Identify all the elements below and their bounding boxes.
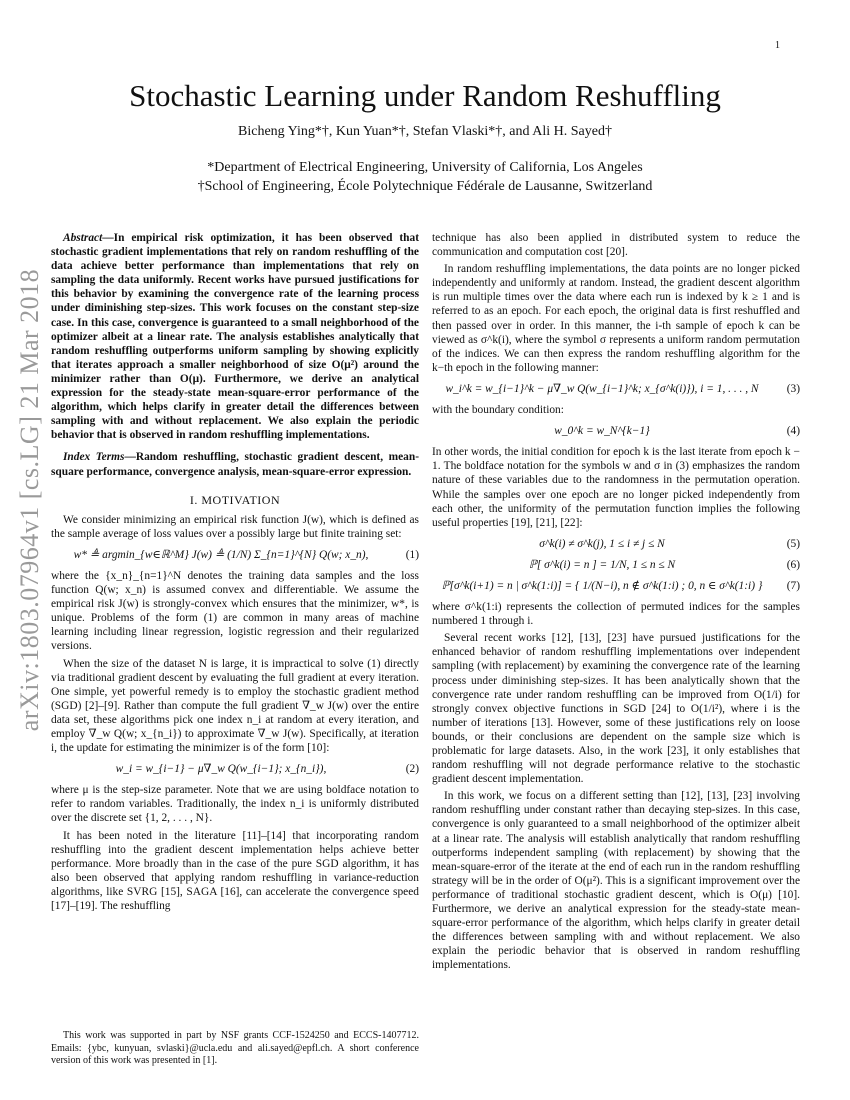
- page-number: 1: [775, 40, 780, 51]
- equation-number: (3): [786, 382, 800, 395]
- footnote: [51, 1030, 419, 1068]
- affiliation-2: †School of Engineering, École Polytechnique Fédérale de Lausanne, Switzerland: [197, 179, 653, 194]
- equation-7: [432, 579, 800, 593]
- index-terms-text: —Random reshuffling, stochastic gradient descent, mean-square performance, convergence analysis, mean-square-error expression.: [51, 451, 419, 478]
- paragraph: It has been noted in the literature [11]–[14] that incorporating random reshuffling into the gradient descent implementation helps achieve better performance. More broadly than in the case of the pure SGD algorithm, it has also been observed that applying random reshuffling in variance-reduction algorithms, like SVRG [15], SAGA [16], can accelerate the convergence speed [17]–[19]. The reshuffling: [51, 829, 419, 913]
- footnote-text: This work was supported in part by NSF grants CCF-1524250 and ECCS-1407712. Emails: {ybc, kunyuan, svlaski}@ucla.edu and ali.sayed@epfl.ch. A short conference version of this work was presented in [1].: [51, 1030, 419, 1066]
- paragraph: In other words, the initial condition for epoch k is the last iterate from epoch k − 1. The boldface notation for the symbols w and σ in (3) emphasizes the random nature of these variables due to the randomness in the permutation operation. While the samples over one epoch are no longer picked independently from each other, the uniformity of the permutation function implies the following useful properties [19], [21], [22]:: [432, 446, 800, 529]
- paragraph: We consider minimizing an empirical risk function J(w), which is defined as the sample average of loss values over a possibly large but finite training set:: [51, 513, 419, 540]
- equation-number: (1): [405, 548, 419, 561]
- abstract-label: Abstract: [63, 232, 103, 244]
- equation-body: w_0^k = w_N^{k−1}: [554, 425, 650, 438]
- index-terms: [51, 450, 419, 478]
- paragraph: where μ is the step-size parameter. Note that we are using boldface notation to refer to random variables. Traditionally, the index n_i is uniformly distributed over the discrete set {1, 2, . . . , N}.: [51, 784, 419, 825]
- arxiv-stamp-text: arXiv:1803.07964v1 [cs.LG] 21 Mar 2018: [15, 268, 44, 732]
- paragraph: Several recent works [12], [13], [23] have pursued justifications for the enhanced behavior of random reshuffling implementations over independent sampling (with replacement) by examining the convergence rate of the learning process under diminishing step-sizes. It has been analytically shown that the convergence rate under random reshuffling can be improved from O(1/i) for strongly convex objective functions in SGD [24] to O(1/i²), where i is the number of iterations [13]. However, some of these justifications rely on loose bounds, or their conclusions are dependent on the sample size which is problematic for large datasets. Also, in the work [23], it only establishes that random reshuffling will not degrade performance relative to the stochastic gradient descent implementation.: [432, 632, 800, 786]
- equation-number: (4): [786, 425, 800, 438]
- equation-1: [51, 548, 419, 562]
- equation-body: w_i = w_{i−1} − μ∇_w Q(w_{i−1}; x_{n_i}),: [115, 763, 327, 776]
- paragraph: When the size of the dataset N is large, it is impractical to solve (1) directly via traditional gradient descent by evaluating the full gradient at every iteration. One simple, yet powerful remedy is to employ the stochastic gradient method (SGD) [2]–[9]. Rather than compute the full gradient ∇_w J(w) over the entire data set, these algorithms pick one index n_i at random at every iteration, and employ ∇_w Q(w; x_{n_i}) to approximate ∇_w J(w). Specifically, at iteration i, the update for estimating the minimizer is of the form [10]:: [51, 657, 419, 755]
- equation-4: [432, 424, 800, 438]
- author-list: Bicheng Ying*†, Kun Yuan*†, Stefan Vlaski*†, and Ali H. Sayed†: [238, 124, 612, 139]
- index-terms-label: Index Terms: [63, 451, 125, 464]
- equation-2: [51, 762, 419, 776]
- equation-number: (7): [786, 579, 800, 592]
- equation-body: w_i^k = w_{i−1}^k − μ∇_w Q(w_{i−1}^k; x_{σ^k(i)}), i = 1, . . . , N: [445, 382, 759, 395]
- right-column: [432, 231, 800, 976]
- equation-body: σ^k(i) ≠ σ^k(j), 1 ≤ i ≠ j ≤ N: [539, 537, 665, 550]
- left-column: [51, 231, 419, 916]
- paragraph: with the boundary condition:: [432, 404, 564, 417]
- equation-body: ℙ[σ^k(i+1) = n | σ^k(1:i)] = { 1/(N−i), n ∉ σ^k(1:i) ; 0, n ∈ σ^k(1:i) }: [441, 579, 763, 592]
- paragraph: In this work, we focus on a different setting than [12], [13], [23] involving random reshuffling under constant rather than decaying step-sizes. In this case, convergence is only guaranteed to a small neighborhood of the optimizer albeit at a linear rate. The analysis will establish analytically that random reshuffling outperforms independent sampling (with replacement) by showing that the mean-square-error of the iterate at the end of each run in the random reshuffling strategy will be in the order of O(μ²). This is a significant improvement over the performance of traditional stochastic gradient descent, which is O(μ) [10]. Furthermore, we derive an analytical expression for the steady-state mean-square-error performance of the algorithm, which helps clarify in greater detail the differences between sampling with and without replacement. We also explain the periodic behavior that is observed in random reshuffling implementations.: [432, 790, 800, 972]
- equation-number: (5): [786, 537, 800, 550]
- abstract: [51, 231, 419, 442]
- equation-body: ℙ[ σ^k(i) = n ] = 1/N, 1 ≤ n ≤ N: [528, 558, 676, 571]
- equation-number: (2): [405, 763, 419, 776]
- paragraph: technique has also been applied in distributed system to reduce the communication and computation cost [20].: [432, 232, 800, 259]
- paragraph: where the {x_n}_{n=1}^N denotes the training data samples and the loss function Q(w; x_n) is assumed convex and differentiable. We assume the empirical risk J(w) is strongly-convex which ensures that the minimizer, w*, is unique. Problems of the form (1) are common in many areas of machine learning including linear regression, logistic regression and their regularized versions.: [51, 569, 419, 653]
- equation-5: [432, 537, 800, 551]
- affiliation-1: *Department of Electrical Engineering, University of California, Los Angeles: [207, 160, 643, 175]
- equation-body: w* ≜ argmin_{w∈ℝ^M} J(w) ≜ (1/N) Σ_{n=1}^{N} Q(w; x_n),: [73, 548, 369, 561]
- paragraph: where σ^k(1:i) represents the collection of permuted indices for the samples numbered 1 through i.: [432, 601, 800, 628]
- paper-title: Stochastic Learning under Random Reshuffling: [129, 78, 721, 113]
- equation-number: (6): [786, 558, 800, 571]
- arxiv-stamp: [10, 268, 50, 732]
- section-heading: I. MOTIVATION: [189, 492, 281, 507]
- abstract-text: —In empirical risk optimization, it has been observed that stochastic gradient implementations that rely on random reshuffling of the data achieve better performance than implementations that rely on sampling the data uniformly. Recent works have pursued justifications for this behavior by examining the convergence rate of the learning process under diminishing step-sizes. This work focuses on the constant step-size case. In this case, convergence is guaranteed to a small neighborhood of the optimizer albeit at a linear rate. The analysis establishes analytically that random reshuffling outperforms uniform sampling by showing explicitly that iterates approach a smaller neighborhood of size O(μ²) around the minimizer rather than O(μ). Furthermore, we derive an analytical expression for the steady-state mean-square-error performance of the algorithm, which helps clarify in greater detail the differences between sampling with and without replacement. We also explain the periodic behavior that is observed in random reshuffling implementations.: [51, 232, 419, 442]
- equation-6: [432, 558, 800, 572]
- paragraph: In random reshuffling implementations, the data points are no longer picked independently and uniformly at random. Instead, the gradient descent algorithm is run multiple times over the data where each run is indexed by k ≥ 1 and is referred to as an epoch. For each epoch, the original data is first reshuffled and then passed over in order. In this manner, the i-th sample of epoch k can be viewed as σ^k(i), where the symbol σ represents a uniform random permutation of the indices. We can then express the random reshuffling algorithm for the k−th epoch in the following manner:: [432, 263, 800, 374]
- equation-3: [432, 382, 800, 396]
